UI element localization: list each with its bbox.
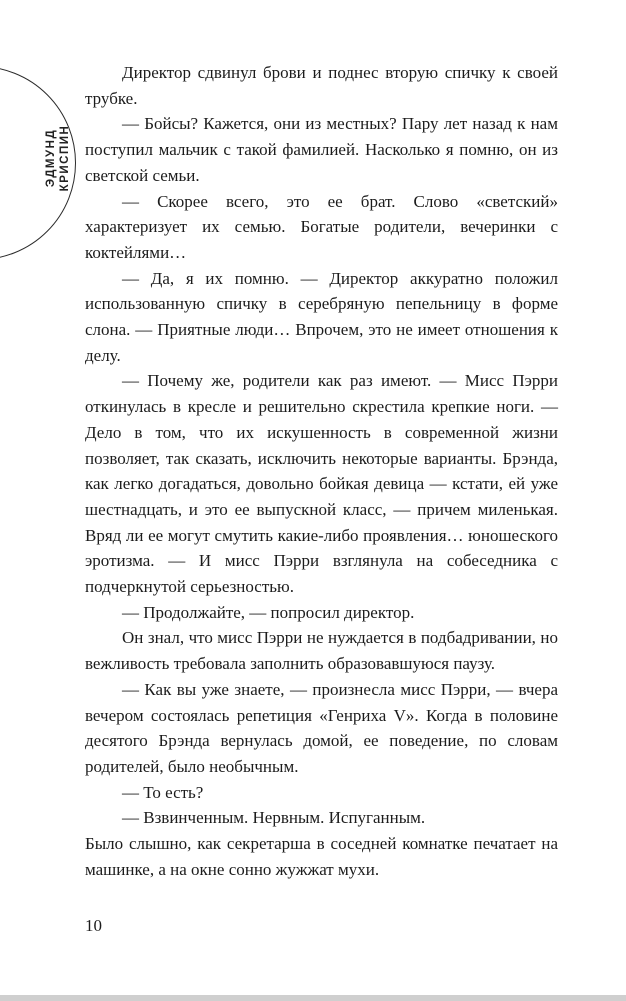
dialogue-paragraph: — Скорее всего, это ее брат. Слово «светский» характеризует их семью. Богатые родители, вечеринки с коктейлями… bbox=[85, 191, 558, 262]
dialogue-paragraph: — Как вы уже знаете, — произнесла мисс Пэрри, — вчера вечером состоялась репетиция «Генриха V». Когда в половине десятого Брэнда вернулась домой, ее поведение, по словам родителей, было необычным. bbox=[85, 679, 558, 776]
paragraph: Было слышно, как секретарша в соседней комнатке печатает на машинке, а на окне сонно жужжат мухи. bbox=[85, 834, 558, 879]
dialogue-paragraph: — Почему же, родители как раз имеют. — Мисс Пэрри откинулась в кресле и решительно скрестила крепкие ноги. — Дело в том, что их искушенность в современной жизни позволяет, так сказать, исключить некоторые варианты. Брэнда, как легко догадаться, довольно бойкая девица — кстати, ей уже шестнадцать, и это ее выпускной класс, — причем миленькая. Вряд ли ее могут смутить какие-либо проявления… юношеского эротизма. — И мисс Пэрри взглянула на собеседника с подчеркнутой серьезностью. bbox=[85, 371, 558, 597]
author-name-line2: КРИСПИН bbox=[59, 124, 71, 192]
author-name-vertical bbox=[44, 106, 72, 210]
dialogue-paragraph: — Взвинченным. Нервным. Испуганным. bbox=[122, 808, 426, 828]
paragraph: Директор сдвинул брови и поднес вторую спичку к своей трубке. bbox=[85, 63, 558, 108]
dialogue-paragraph: — То есть? bbox=[122, 782, 204, 802]
page-text-block bbox=[85, 60, 558, 883]
dialogue-paragraph: — Продолжайте, — попросил директор. bbox=[122, 602, 415, 622]
dialogue-paragraph: — Да, я их помню. — Директор аккуратно положил использованную спичку в серебряную пепельницу в форме слона. — Приятные люди… Впрочем, это не имеет отношения к делу. bbox=[85, 268, 558, 365]
page-number: 10 bbox=[85, 916, 102, 935]
author-name-line1: ЭДМУНД bbox=[45, 128, 57, 188]
page-bottom-edge bbox=[0, 995, 626, 1001]
paragraph: Он знал, что мисс Пэрри не нуждается в подбадривании, но вежливость требовала заполнить образовавшуюся паузу. bbox=[85, 628, 558, 674]
dialogue-paragraph: — Бойсы? Кажется, они из местных? Пару лет назад к нам поступил мальчик с такой фамилией. Насколько я помню, он из светской семьи. bbox=[85, 114, 558, 185]
